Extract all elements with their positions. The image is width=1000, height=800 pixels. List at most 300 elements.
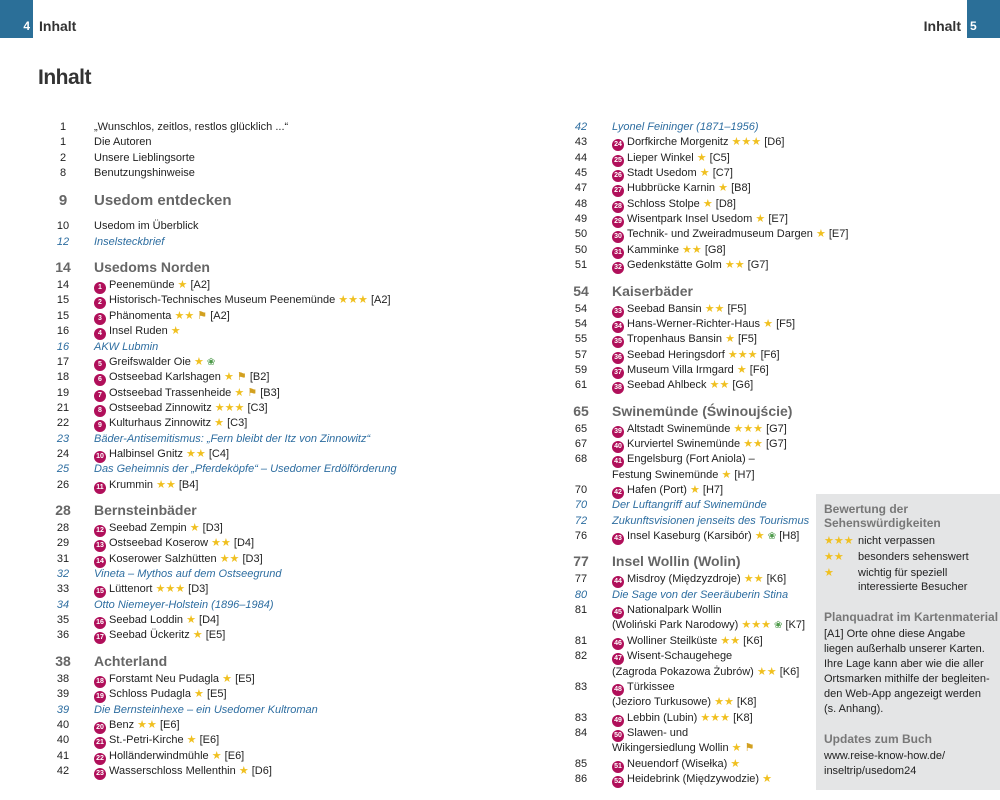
page-number: 28 <box>56 522 70 534</box>
entry-text <box>612 468 755 483</box>
page-number: 85 <box>574 757 588 770</box>
map-grid-ref: [H7] <box>702 484 724 496</box>
star-rating-icon: ★★ <box>724 259 745 272</box>
star-rating-icon: ★ <box>189 522 200 534</box>
entry-label: Otto Niemeyer-Holstein (1896–1984) <box>94 598 274 611</box>
entry-label: Das Geheimnis der „Pferdeköpfe“ – Usedomer Erdölförderung <box>94 463 397 476</box>
page-number: 32 <box>56 568 70 581</box>
star-rating-icon: ★ <box>730 757 741 770</box>
map-grid-ref: [F5] <box>727 302 747 315</box>
page-title: Inhalt <box>38 66 91 89</box>
location-badge: 10 <box>94 451 106 463</box>
entry-text <box>612 680 675 696</box>
entry-label: Swinemünde (Świnoujście) <box>612 402 793 419</box>
entry-text <box>612 120 759 135</box>
entry-text <box>94 235 164 250</box>
entry-label: Tropenhaus Bansin <box>627 333 722 346</box>
entry-label: Nationalpark Wollin <box>627 604 722 617</box>
entry-text <box>94 260 210 275</box>
map-grid-ref: [A2] <box>190 279 211 292</box>
nature-icon: ❀ <box>206 356 216 368</box>
map-grid-ref: [E6] <box>199 734 220 747</box>
star-rating-icon: ★★ <box>219 552 240 565</box>
page-number: 41 <box>56 749 70 762</box>
star-rating-icon: ★★ <box>156 478 176 491</box>
entry-label: (Woliński Park Narodowy) <box>612 619 739 632</box>
entry-label: (Jezioro Turkusowe) <box>612 696 712 709</box>
location-badge: 1 <box>94 282 106 294</box>
location-badge: 52 <box>612 776 624 788</box>
location-badge: 16 <box>94 617 106 629</box>
page-number: 1 <box>59 136 67 149</box>
map-grid-ref: [D3] <box>242 552 263 565</box>
location-badge: 8 <box>94 405 106 417</box>
map-grid-ref: [D6] <box>764 136 785 149</box>
star-rating-icon: ★ <box>718 182 728 195</box>
page-number: 84 <box>574 726 588 739</box>
entry-text <box>612 302 746 318</box>
star-rating-icon: ★ <box>736 363 747 376</box>
entry-text <box>94 278 210 294</box>
legend-rating-title-line2: Sehenswürdigkeiten <box>824 516 941 530</box>
star-rating-icon: ★★★ <box>727 348 758 361</box>
entry-label: Türkissee <box>627 680 675 693</box>
page-number: 39 <box>56 688 70 701</box>
entry-label: Heidebrink (Międzywodzie) <box>627 772 760 785</box>
entry-label: Kamminke <box>627 243 679 256</box>
legend-two-stars: ★★ <box>824 551 844 563</box>
entry-label: Hubbrücke Karnin <box>627 182 716 195</box>
entry-label: Forstamt Neu Pudagla <box>109 672 220 685</box>
right-page-number-tab <box>967 0 1000 38</box>
map-grid-ref: [K6] <box>766 573 787 586</box>
page-number: 81 <box>574 634 588 647</box>
entry-label: Misdroy (Międzyzdroje) <box>627 573 741 586</box>
entry-label: St.-Petri-Kirche <box>109 734 184 747</box>
page-number: 19 <box>56 386 70 399</box>
legend-grid-line: Ortsmarken mithilfe der begleiten- <box>824 673 990 685</box>
entry-label: Bernsteinbäder <box>94 502 197 518</box>
entry-text <box>94 718 180 734</box>
entry-label: Wikingersiedlung Wollin <box>612 742 729 755</box>
location-badge: 13 <box>94 540 106 552</box>
star-rating-icon: ★★ <box>174 309 195 322</box>
map-grid-ref: [C3] <box>247 401 268 414</box>
entry-text <box>612 618 805 633</box>
location-badge: 9 <box>94 420 106 432</box>
location-badge: 3 <box>94 313 106 325</box>
entry-text <box>612 514 809 529</box>
entry-text <box>612 634 763 650</box>
entry-text <box>94 764 272 780</box>
entry-text <box>612 757 740 773</box>
entry-label: Die Bernsteinhexe – ein Usedomer Kultroman <box>94 703 318 716</box>
entry-text <box>94 628 225 644</box>
entry-label: Hans-Werner-Richter-Haus <box>627 317 761 330</box>
location-badge: 48 <box>612 684 624 696</box>
page-number: 15 <box>56 309 70 322</box>
entry-text <box>612 529 799 545</box>
page-number: 67 <box>574 437 588 450</box>
entry-text <box>612 695 756 710</box>
map-grid-ref: [C4] <box>208 447 230 460</box>
entry-label: Altstadt Swinemünde <box>627 422 731 435</box>
entry-label: Koserower Salzhütten <box>109 552 217 565</box>
page-number: 76 <box>574 530 588 543</box>
map-grid-ref: [D4] <box>199 614 220 627</box>
entry-label: Die Sage von der Seeräuberin Stina <box>612 588 789 601</box>
entry-label: Stadt Usedom <box>627 167 697 180</box>
page-number: 61 <box>574 379 588 392</box>
entry-text <box>94 166 195 181</box>
entry-label: Schloss Stolpe <box>627 197 700 210</box>
star-rating-icon: ★★ <box>709 379 730 392</box>
star-rating-icon: ★ <box>702 197 713 210</box>
entry-label: Benz <box>109 718 135 731</box>
entry-label: Lüttenort <box>109 583 153 596</box>
star-rating-icon: ★★★ <box>338 294 368 307</box>
left-page-number-tab <box>0 0 33 38</box>
legend-rating-title: Bewertung der <box>824 502 909 516</box>
map-grid-ref: [F6] <box>760 348 780 361</box>
location-badge: 47 <box>612 653 624 665</box>
entry-text <box>612 437 787 453</box>
entry-text <box>94 151 195 166</box>
star-rating-icon: ★ <box>763 317 773 330</box>
page-number: 12 <box>56 235 70 248</box>
page-number: 50 <box>574 228 588 241</box>
map-grid-ref: [G7] <box>766 422 787 435</box>
entry-label: Usedom im Überblick <box>94 220 199 233</box>
map-grid-ref: [D4] <box>233 537 255 550</box>
legend-updates-url-line2[interactable]: inseltrip/usedom24 <box>824 765 917 777</box>
map-grid-ref: [B2] <box>249 371 270 384</box>
location-badge: 20 <box>94 722 106 734</box>
entry-text <box>612 332 757 348</box>
map-grid-ref: [K6] <box>779 665 800 678</box>
map-grid-ref: [E7] <box>768 213 788 226</box>
map-grid-ref: [E5] <box>205 629 226 642</box>
page-number: 31 <box>56 552 70 565</box>
right-running-head: Inhalt <box>923 18 961 34</box>
nature-icon: ❀ <box>767 531 777 543</box>
star-rating-icon: ★ <box>696 151 707 164</box>
entry-label: Hafen (Port) <box>627 484 687 496</box>
page-number: 43 <box>574 136 588 149</box>
page-number: 72 <box>574 514 588 527</box>
entry-label: Inselsteckbrief <box>94 235 165 248</box>
page-number: 33 <box>56 583 70 596</box>
entry-label: Vineta – Mythos auf dem Ostseegrund <box>94 568 282 581</box>
star-rating-icon: ★★★ <box>731 136 762 149</box>
location-badge: 25 <box>612 155 624 167</box>
legend-grid-line: Ihre Lage kann aber wie die aller <box>824 658 984 670</box>
star-rating-icon: ★★ <box>682 243 702 256</box>
entry-label: Engelsburg (Fort Aniola) – <box>627 453 755 466</box>
legend-grid-line: (s. Anhang). <box>824 703 884 715</box>
entry-text <box>94 503 197 518</box>
legend-three-stars-text: nicht verpassen <box>858 535 936 547</box>
entry-text <box>94 416 247 432</box>
location-badge: 15 <box>94 586 106 598</box>
entry-label: Schloss Pudagla <box>109 688 191 701</box>
entry-text <box>612 588 788 603</box>
legend-one-star-text: wichtig für speziell <box>858 567 948 579</box>
entry-label: Der Luftangriff auf Swinemünde <box>612 499 767 512</box>
location-badge: 50 <box>612 730 624 742</box>
entry-text <box>612 772 772 788</box>
entry-text <box>94 733 219 749</box>
nature-icon: ❀ <box>774 620 783 632</box>
map-grid-ref: [D8] <box>715 197 736 210</box>
map-grid-ref: [G7] <box>747 259 769 272</box>
page-number: 29 <box>56 537 70 550</box>
page-number: 23 <box>56 432 70 445</box>
entry-text <box>94 135 151 150</box>
entry-text <box>94 687 227 703</box>
entry-text <box>94 432 370 447</box>
entry-label: Kulturhaus Zinnowitz <box>109 417 212 430</box>
location-badge: 34 <box>612 321 624 333</box>
star-rating-icon: ★ <box>193 355 204 368</box>
entry-text <box>94 536 254 552</box>
entry-label: Festung Swinemünde <box>612 468 719 481</box>
legend-updates-title: Updates zum Buch <box>824 732 933 746</box>
legend-two-stars-text: besonders sehenswert <box>858 551 969 563</box>
entry-text <box>612 243 726 259</box>
entry-text <box>94 567 282 582</box>
map-grid-ref: [C5] <box>709 151 730 164</box>
location-badge: 22 <box>94 753 106 765</box>
location-badge: 35 <box>612 336 624 348</box>
location-badge: 28 <box>612 201 624 213</box>
page-number: 26 <box>56 478 70 491</box>
page-number: 55 <box>574 333 588 346</box>
location-badge: 49 <box>612 715 624 727</box>
entry-text <box>612 572 786 588</box>
location-badge: 40 <box>612 441 624 453</box>
star-rating-icon: ★★ <box>743 573 764 586</box>
page-number: 59 <box>574 363 588 376</box>
entry-text <box>94 672 255 688</box>
map-grid-ref: [D6] <box>251 764 272 777</box>
entry-text <box>94 340 158 355</box>
entry-text <box>612 317 795 333</box>
location-badge: 37 <box>612 367 624 379</box>
location-badge: 36 <box>612 352 624 364</box>
entry-label: Unsere Lieblingsorte <box>94 151 195 164</box>
page-number: 54 <box>574 317 588 330</box>
page-number: 1 <box>59 121 67 133</box>
location-badge: 19 <box>94 691 106 703</box>
star-rating-icon: ★★★ <box>741 619 771 632</box>
entry-label: Slawen- und <box>627 726 689 739</box>
entry-label: Kurviertel Swinemünde <box>627 437 741 450</box>
page-number: 36 <box>56 629 70 642</box>
page-number: 17 <box>56 355 70 368</box>
map-grid-ref: [C3] <box>227 417 248 430</box>
entry-text <box>612 284 693 299</box>
star-rating-icon: ★★ <box>137 718 157 731</box>
map-grid-ref: [K8] <box>733 711 753 724</box>
entry-label: Lieper Winkel <box>627 151 694 164</box>
entry-label: Dorfkirche Morgenitz <box>627 136 729 149</box>
star-rating-icon: ★ <box>211 749 222 762</box>
star-rating-icon: ★★ <box>714 696 734 709</box>
map-grid-ref: [G8] <box>704 243 726 256</box>
entry-text <box>612 554 741 569</box>
page-number: 38 <box>56 672 70 685</box>
entry-label: Ostseebad Zinnowitz <box>109 401 212 414</box>
location-badge: 24 <box>612 139 624 151</box>
entry-label: Die Autoren <box>94 136 152 149</box>
entry-label: Historisch-Technisches Museum Peenemünde <box>109 294 336 307</box>
entry-text <box>612 603 722 619</box>
map-grid-ref: [G7] <box>765 437 787 450</box>
page-number: 9 <box>58 192 68 210</box>
entry-text <box>612 711 753 727</box>
page-number: 83 <box>574 711 588 724</box>
entry-label: Halbinsel Gnitz <box>109 447 183 460</box>
star-rating-icon: ★ <box>177 279 188 292</box>
entry-text <box>612 135 784 151</box>
family-icon: ⚑ <box>744 742 755 755</box>
star-rating-icon: ★★ <box>756 665 777 678</box>
entry-text <box>94 582 208 598</box>
entry-text <box>94 386 280 402</box>
location-badge: 26 <box>612 170 624 182</box>
map-grid-ref: [E5] <box>206 688 227 701</box>
left-page-number: 4 <box>23 19 30 33</box>
entry-text <box>612 258 768 274</box>
entry-label: Insel Ruden <box>109 325 168 338</box>
entry-label: Usedom entdecken <box>94 192 232 210</box>
star-rating-icon: ★★ <box>704 302 725 315</box>
location-badge: 17 <box>94 632 106 644</box>
entry-label: Insel Kaseburg (Karsibór) <box>627 530 752 543</box>
location-badge: 18 <box>94 676 106 688</box>
location-badge: 12 <box>94 525 106 537</box>
page-number: 42 <box>56 764 70 777</box>
map-grid-ref: [K6] <box>743 634 763 647</box>
entry-label: Seebad Ahlbeck <box>627 379 707 392</box>
entry-text <box>94 120 288 135</box>
page-number: 24 <box>56 447 70 460</box>
entry-text <box>612 665 799 680</box>
entry-label: Achterland <box>94 652 168 669</box>
page-number: 70 <box>574 484 588 496</box>
legend-grid-title: Planquadrat im Kartenmaterial <box>824 610 999 624</box>
location-badge: 21 <box>94 737 106 749</box>
page-number: 81 <box>574 604 588 617</box>
entry-label: Museum Villa Irmgard <box>627 363 734 376</box>
star-rating-icon: ★ <box>755 213 766 226</box>
entry-text <box>612 726 688 742</box>
star-rating-icon: ★ <box>222 672 232 685</box>
entry-text <box>612 197 736 213</box>
location-badge: 6 <box>94 374 106 386</box>
star-rating-icon: ★★ <box>720 634 741 647</box>
page-number: 65 <box>573 402 589 419</box>
location-badge: 44 <box>612 576 624 588</box>
entry-label: Wolliner Steilküste <box>627 634 718 647</box>
page-number: 51 <box>574 259 588 272</box>
entry-text <box>94 309 230 325</box>
entry-label: Lebbin (Lubin) <box>627 711 698 724</box>
star-rating-icon: ★ <box>234 386 245 399</box>
entry-label: Seebad Zempin <box>109 522 187 534</box>
entry-text <box>612 649 732 665</box>
page-number: 14 <box>56 279 70 292</box>
entry-label: Seebad Loddin <box>109 614 184 627</box>
location-badge: 39 <box>612 426 624 438</box>
page-number: 10 <box>56 220 70 233</box>
entry-label: Krummin <box>109 478 154 491</box>
family-icon: ⚑ <box>236 371 247 384</box>
entry-label: Seebad Heringsdorf <box>627 348 725 361</box>
location-badge: 42 <box>612 487 624 499</box>
map-grid-ref: [B3] <box>260 386 280 399</box>
map-grid-ref: [E5] <box>235 672 255 685</box>
legend-one-star-text-line2: interessierte Besucher <box>858 581 968 593</box>
legend-three-stars: ★★★ <box>824 535 854 547</box>
entry-text <box>94 401 268 417</box>
map-grid-ref: [F5] <box>776 317 796 330</box>
page-number: 28 <box>55 502 71 518</box>
entry-label: Seebad Bansin <box>627 302 702 315</box>
entry-text <box>612 422 787 438</box>
entry-label: Usedoms Norden <box>94 259 210 276</box>
entry-label: Zukunftsvisionen jenseits des Tourismus <box>612 514 810 527</box>
entry-text <box>94 355 215 371</box>
star-rating-icon: ★ <box>214 417 225 430</box>
entry-text <box>94 654 167 669</box>
entry-label: Wisent-Schaugehege <box>627 650 733 663</box>
star-rating-icon: ★ <box>689 484 700 496</box>
page-number: 77 <box>573 553 589 570</box>
star-rating-icon: ★ <box>725 333 735 346</box>
entry-text <box>94 462 397 477</box>
location-badge: 7 <box>94 390 106 402</box>
entry-text <box>612 151 730 167</box>
legend-updates-url[interactable]: www.reise-know-how.de/ <box>824 750 946 762</box>
page-number: 40 <box>56 734 70 747</box>
location-badge: 51 <box>612 761 624 773</box>
page-number: 68 <box>574 453 588 466</box>
star-rating-icon: ★★★ <box>733 422 763 435</box>
page-number: 39 <box>56 703 70 716</box>
map-grid-ref: [D3] <box>202 522 223 534</box>
star-rating-icon: ★★ <box>211 537 231 550</box>
family-icon: ⚑ <box>247 386 258 399</box>
location-badge: 27 <box>612 185 624 197</box>
entry-text <box>94 552 263 568</box>
star-rating-icon: ★ <box>721 468 732 481</box>
star-rating-icon: ★ <box>731 742 742 755</box>
entry-text <box>612 404 792 419</box>
location-badge: 41 <box>612 456 624 468</box>
entry-label: Kaiserbäder <box>612 282 693 299</box>
entry-text <box>94 370 269 386</box>
entry-text <box>612 483 723 499</box>
entry-text <box>94 749 244 765</box>
legend-one-star: ★ <box>824 567 834 579</box>
entry-label: Seebad Ückeritz <box>109 629 190 642</box>
page-number: 45 <box>574 167 588 180</box>
entry-label: AKW Lubmin <box>94 340 159 353</box>
entry-text <box>612 212 788 228</box>
entry-text <box>612 227 848 243</box>
